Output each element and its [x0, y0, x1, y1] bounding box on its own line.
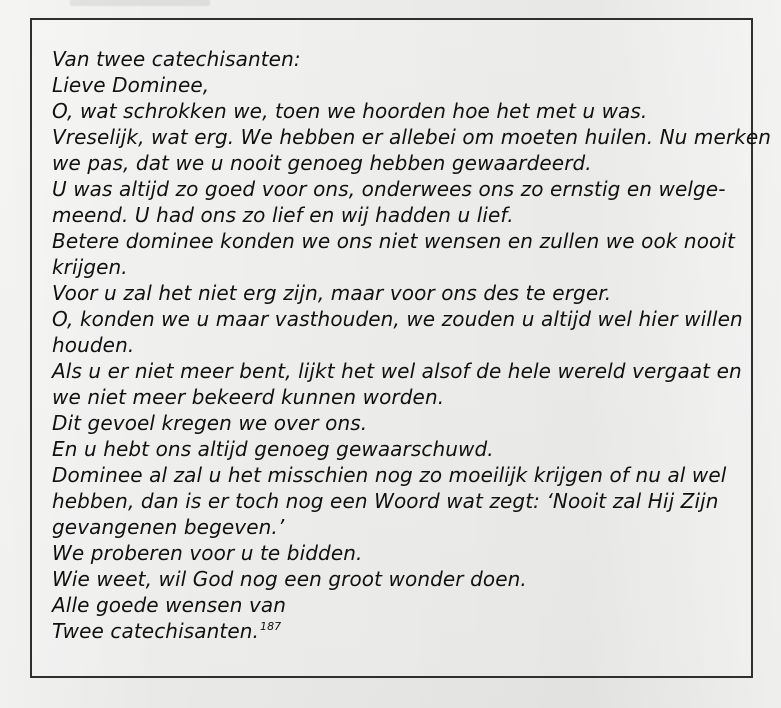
letter-heading: Van twee catechisanten: — [52, 47, 301, 71]
letter-line: Lieve Dominee, — [52, 73, 210, 97]
letter-line: U was altijd zo goed voor ons, onderwees ons zo ernstig en welge- — [52, 177, 726, 201]
letter-line: meend. U had ons zo lief en wij hadden u lief. — [52, 203, 514, 227]
letter-line: Dominee al zal u het misschien nog zo moeilijk krijgen of nu al wel — [52, 463, 727, 487]
letter-line: En u hebt ons altijd genoeg gewaarschuwd. — [52, 437, 494, 461]
letter-line: Als u er niet meer bent, lijkt het wel alsof de hele wereld vergaat en — [52, 359, 742, 383]
letter-line: hebben, dan is er toch nog een Woord wat zegt: ‘Nooit zal Hij Zijn — [52, 489, 719, 513]
letter-line: gevangenen begeven.’ — [52, 515, 285, 539]
letter-line: Wie weet, wil God nog een groot wonder doen. — [52, 567, 527, 591]
letter-closing-line — [52, 618, 732, 644]
letter-content — [52, 46, 772, 644]
letter-line: we pas, dat we u nooit genoeg hebben gewaardeerd. — [52, 151, 592, 175]
letter-line: Voor u zal het niet erg zijn, maar voor ons des te erger. — [52, 281, 612, 305]
letter-line: we niet meer bekeerd kunnen worden. — [52, 385, 445, 409]
letter-closing: Twee catechisanten. — [52, 619, 259, 643]
letter-line: Betere dominee konden we ons niet wensen en zullen we ook nooit — [52, 229, 735, 253]
letter-line: Vreselijk, wat erg. We hebben er allebei om moeten huilen. Nu merken — [52, 125, 772, 149]
letter-line: O, wat schrokken we, toen we hoorden hoe het met u was. — [52, 99, 648, 123]
letter-line: Alle goede wensen van — [52, 593, 287, 617]
footnote-marker: 187 — [259, 620, 282, 633]
text-box — [30, 18, 772, 678]
letter-line: Dit gevoel kregen we over ons. — [52, 411, 368, 435]
letter-line: houden. — [52, 333, 135, 357]
letter-line: We proberen voor u te bidden. — [52, 541, 363, 565]
letter-line: O, konden we u maar vasthouden, we zouden u altijd wel hier willen — [52, 307, 743, 331]
letter-line: krijgen. — [52, 255, 128, 279]
top-edge-fragment — [70, 0, 210, 6]
